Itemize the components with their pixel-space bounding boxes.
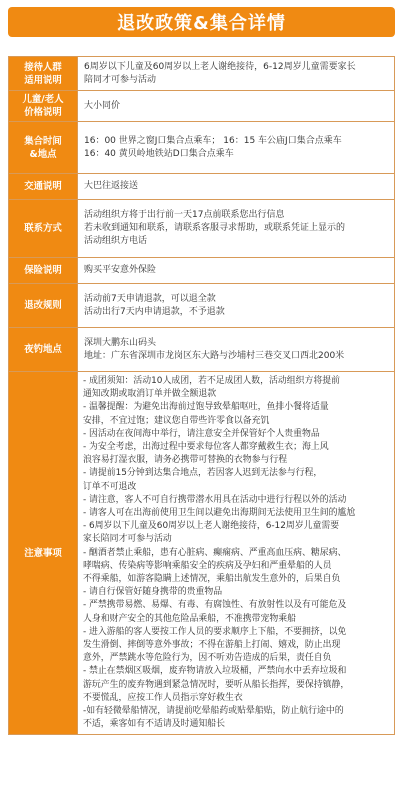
value-line: 陪同才可参与活动 — [84, 74, 157, 85]
value-line: - 请自行保管好随身携带的贵重物品 — [83, 587, 223, 598]
page-title: 退改政策&集合详情 — [117, 13, 286, 34]
value-line: 活动组织方将于出行前一天17点前联系您出行信息 — [84, 210, 285, 220]
value-line: 不要慌乱，应按工作人员指示穿好救生衣 — [83, 692, 243, 703]
row-label-line: 保险说明 — [24, 265, 62, 276]
value-line: 家长陪同才可参与活动 — [83, 534, 172, 545]
value-line: 活动组织方电话 — [84, 236, 148, 246]
row-value — [78, 328, 395, 372]
value-line: - 成团须知：活动10人成团，若不足成团人数，活动组织方将提前 — [83, 376, 340, 386]
value-line: - 酗酒者禁止乘船，患有心脏病、癫痫病、严重高血压病、糖尿病、 — [83, 547, 347, 558]
row-label-line: &地点 — [29, 148, 57, 160]
value-line: 游玩产生的废弃物遇到紧急情况时，要听从船长指挥，要保持镇静， — [83, 679, 350, 690]
row-label — [9, 372, 78, 735]
row-value — [78, 91, 395, 122]
value-line: 意外，严禁跳水等危险行为，因不听劝告造成的后果，责任自负 — [83, 653, 332, 664]
row-label-line: 交通说明 — [24, 181, 62, 192]
policy-row — [9, 57, 395, 91]
policy-row — [9, 200, 395, 258]
row-label-line: 儿童/老人 — [22, 94, 64, 105]
policy-row — [9, 372, 395, 735]
value-line: - 严禁携带易燃、易爆、有毒、有腐蚀性、有放射性以及有可能危及 — [83, 600, 347, 611]
policy-row — [9, 122, 395, 174]
row-value — [78, 258, 395, 284]
value-line: - 因活动在夜间海中举行，请注意安全并保管好个人贵重物品 — [83, 428, 320, 439]
value-line: - 请提前15分钟到达集合地点，若因客人迟到无法参与行程， — [83, 468, 323, 479]
value-line: 发生滑倒、摔倒等意外事故；不得在游船上打闹、嬉戏，防止出现 — [83, 640, 341, 651]
value-line: 浪容易打湿衣服，请务必携带可替换的衣物参与行程 — [83, 455, 288, 466]
row-label — [9, 258, 78, 284]
row-label-line: 夜钓地点 — [24, 344, 62, 355]
value-line: 安排，不宜过饱；建议您自带些许零食以备充饥 — [83, 415, 270, 426]
value-line: 大巴往返接送 — [84, 181, 139, 191]
value-line: 人身和财产安全的其他危险品乘船，不准携带宠物乘船 — [83, 613, 296, 624]
row-label — [9, 328, 78, 372]
value-line: - 请客人可在出海前使用卫生间以避免出海期间无法使用卫生间的尴尬 — [83, 508, 356, 519]
value-line: - 温馨提醒：为避免出海前过饱导致晕船呕吐，鱼排小餐将适量 — [83, 402, 329, 413]
value-line: 若未收到通知和联系，请联系客服寻求帮助，或联系凭证上显示的 — [84, 223, 346, 233]
row-value — [78, 284, 395, 328]
value-line: - 进入游船的客人要按工作人员的要求顺序上下船，不要拥挤，以免 — [83, 626, 347, 637]
policy-row — [9, 258, 395, 284]
row-label-line: 适用说明 — [24, 74, 62, 86]
value-line: 大小同价 — [84, 100, 121, 111]
value-line: - 6周岁以下儿童及60周岁以上老人谢绝接待，6-12周岁儿童需要 — [83, 521, 340, 532]
row-label-line: 退改规则 — [24, 300, 62, 311]
value-line: 活动出行7天内申请退款，不予退款 — [84, 306, 225, 317]
value-line: 16：40 黄贝岭地铁站D口集合点乘车 — [84, 148, 234, 159]
row-label-line: 联系方式 — [24, 223, 62, 234]
policy-row — [9, 91, 395, 122]
row-label-line: 接待人群 — [24, 61, 62, 73]
row-label — [9, 200, 78, 258]
value-line: - 请注意，客人不可自行携带潜水用具在活动中进行行程以外的活动 — [83, 494, 347, 505]
value-line: 深圳大鹏东山码头 — [84, 337, 157, 348]
value-line: - 禁止在禁烟区吸烟，废弃物请放入垃圾桶，严禁向水中丢弃垃圾和 — [83, 666, 347, 677]
policy-table — [8, 56, 395, 735]
value-line: 不得乘船，如游客隐瞒上述情况，乘船出航发生意外的，后果自负 — [83, 574, 341, 585]
value-line: 不适，乘客如有不适请及时通知船长 — [83, 719, 225, 730]
value-line: 16：00 世界之窗J口集合点乘车； 16：15 车公庙J口集合点乘车 — [84, 135, 342, 146]
row-value — [78, 174, 395, 200]
row-value — [78, 57, 395, 91]
value-line: 购买平安意外保险 — [84, 265, 157, 275]
value-line: 地址：广东省深圳市龙岗区东大路与沙埔村三巷交叉口西北200米 — [84, 350, 345, 361]
value-line: 通知改期或取消订单并做全额退款 — [83, 389, 217, 400]
row-label-line: 价格说明 — [24, 107, 62, 118]
value-line: 活动前7天申请退款，可以退全款 — [84, 293, 216, 304]
value-line: -如有轻微晕船情况，请提前吃晕船药或贴晕船贴，防止航行途中的 — [83, 706, 344, 717]
policy-row — [9, 328, 395, 372]
row-value — [78, 372, 395, 735]
value-line: 6周岁以下儿童及60周岁以上老人谢绝接待，6-12周岁儿童需要家长 — [84, 61, 356, 72]
row-value — [78, 200, 395, 258]
policy-row — [9, 284, 395, 328]
value-line: 哮喘病、传染病等影响乘船安全的疾病及孕妇和严重晕船的人员 — [83, 560, 332, 571]
row-label — [9, 57, 78, 91]
value-line: 订单不可退改 — [83, 481, 137, 492]
row-value — [78, 122, 395, 174]
value-line: - 为安全考虑，出海过程中要求每位客人都穿戴救生衣；海上风 — [83, 442, 329, 453]
row-label — [9, 284, 78, 328]
title-banner — [8, 7, 395, 37]
row-label-line: 注意事项 — [24, 547, 62, 559]
policy-row — [9, 174, 395, 200]
row-label-line: 集合时间 — [24, 135, 62, 147]
row-label — [9, 91, 78, 122]
row-label — [9, 174, 78, 200]
row-label — [9, 122, 78, 174]
